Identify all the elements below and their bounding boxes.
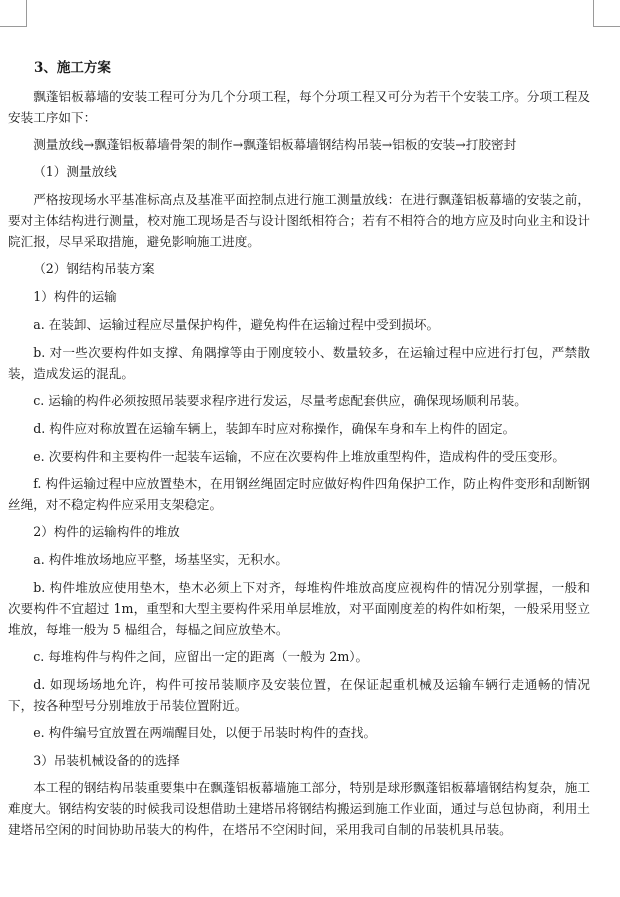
crop-mark-top-left — [0, 0, 27, 27]
list-item: d. 如现场场地允许，构件可按吊装顺序及安装位置，在保证起重机械及运输车辆行走通畅的情况下，按各种型号分别堆放于吊装位置附近。 — [8, 676, 590, 713]
paragraph-survey: 严格按现场水平基准标高点及基准平面控制点进行施工测量放线：在进行飘蓬铝板幕墙的安装之前，要对主体结构进行测量，校对施工现场是否与设计图纸相符合；若有不相符合的地方应及时向业主和设计院汇报，尽早采取措施，避免影响施工进度。 — [8, 191, 590, 249]
subheading-survey: （1）测量放线 — [33, 163, 117, 179]
section-heading: 3、施工方案 — [34, 59, 111, 76]
document-page — [8, 43, 590, 840]
list-item: a. 在装卸、运输过程应尽量保护构件，避免构件在运输过程中受到损坏。 — [33, 316, 440, 332]
list-item: c. 每堆构件与构件之间，应留出一定的距离（一般为 2m）。 — [33, 648, 369, 664]
list-item: a. 构件堆放场地应平整，场基坚实，无积水。 — [33, 551, 288, 567]
subheading-machinery: 3）吊装机械设备的的选择 — [33, 752, 180, 768]
list-item: e. 次要构件和主要构件一起装车运输，不应在次要构件上堆放重型构件，造成构件的受压变形。 — [33, 448, 565, 464]
list-item: b. 构件堆放应使用垫木，垫木必须上下对齐，每堆构件堆放高度应视构件的情况分别掌握，一般和次要构件不宜超过 1m，重型和大型主要构件采用单层堆放，对平面刚度差的构件如桁架，一般采用竖立堆放，每堆一般为 5 榀组合，每榀之间应放垫木。 — [8, 579, 590, 637]
list-item: d. 构件应对称放置在运输车辆上，装卸车时应对称操作，确保车身和车上构件的固定。 — [33, 420, 516, 436]
paragraph-intro: 飘蓬铝板幕墙的安装工程可分为几个分项工程，每个分项工程又可分为若干个安装工序。分项工程及安装工序如下： — [8, 88, 590, 125]
crop-mark-top-right — [593, 0, 620, 27]
list-item: c. 运输的构件必须按照吊装要求程序进行发运，尽量考虑配套供应，确保现场顺利吊装。 — [33, 392, 527, 408]
list-item: e. 构件编号宜放置在两端醒目处，以便于吊装时构件的查找。 — [33, 724, 377, 740]
list-item: b. 对一些次要构件如支撑、角隅撑等由于刚度较小、数量较多，在运输过程中应进行打包，严禁散装，造成发运的混乱。 — [8, 344, 590, 381]
subheading-stacking: 2）构件的运输构件的堆放 — [33, 523, 180, 539]
paragraph-process-flow: 测量放线→飘蓬铝板幕墙骨架的制作→飘蓬铝板幕墙钢结构吊装→铝板的安装→打胶密封 — [33, 136, 517, 152]
subheading-steel-hoisting: （2）钢结构吊装方案 — [33, 260, 155, 276]
paragraph-machinery: 本工程的钢结构吊装重要集中在飘蓬铝板幕墙施工部分，特别是球形飘蓬铝板幕墙钢结构复杂，施工难度大。钢结构安装的时候我司设想借助土建塔吊将钢结构搬运到施工作业面，通过与总包协商，利用土建塔吊空闲的时间协助吊装大的构件，在塔吊不空闲时间，采用我司自制的吊装机具吊装。 — [8, 779, 590, 837]
list-item: f. 构件运输过程中应放置垫木，在用钢丝绳固定时应做好构件四角保护工作，防止构件变形和刮断钢丝绳，对不稳定构件应采用支架稳定。 — [8, 475, 590, 512]
subheading-transport: 1）构件的运输 — [33, 288, 117, 304]
